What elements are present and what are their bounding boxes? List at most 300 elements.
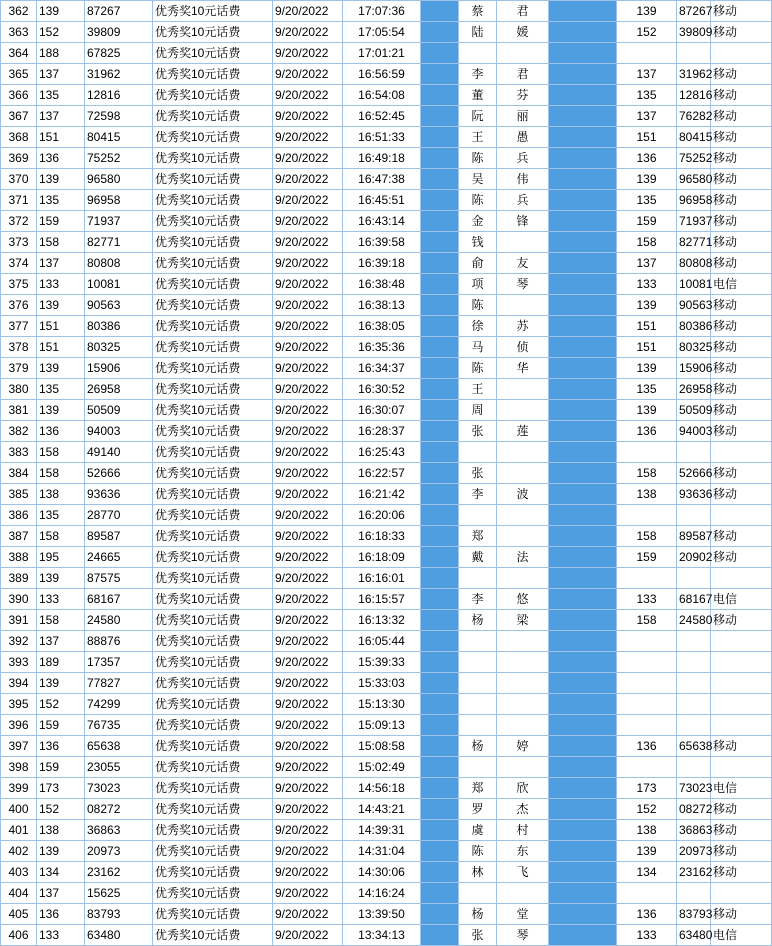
table-row[interactable]	[1, 631, 772, 652]
row-header-cell[interactable]: 384	[1, 463, 37, 484]
cell-time[interactable]: 17:07:36	[343, 1, 421, 22]
cell-givenname[interactable]	[497, 463, 549, 484]
cell-confirm-suffix[interactable]	[677, 652, 711, 673]
row-header-cell[interactable]: 391	[1, 610, 37, 631]
cell-prefix[interactable]: 139	[37, 400, 85, 421]
row-header-cell[interactable]: 363	[1, 22, 37, 43]
cell-date[interactable]: 9/20/2022	[273, 925, 343, 946]
cell-time[interactable]: 15:08:58	[343, 736, 421, 757]
cell-givenname[interactable]: 愚	[497, 127, 549, 148]
cell-prize[interactable]: 优秀奖10元话费	[153, 589, 273, 610]
cell-carrier[interactable]: 移动	[711, 190, 772, 211]
cell-time[interactable]: 17:01:21	[343, 43, 421, 64]
cell-date[interactable]: 9/20/2022	[273, 652, 343, 673]
cell-surname[interactable]: 郑	[459, 778, 497, 799]
cell-surname[interactable]: 李	[459, 484, 497, 505]
table-row[interactable]	[1, 904, 772, 925]
cell-confirm-suffix[interactable]: 73023	[677, 778, 711, 799]
cell-confirm-suffix[interactable]: 10081	[677, 274, 711, 295]
table-row[interactable]	[1, 883, 772, 904]
cell-highlight[interactable]	[421, 757, 459, 778]
table-row[interactable]	[1, 274, 772, 295]
row-header-cell[interactable]: 366	[1, 85, 37, 106]
table-row[interactable]	[1, 526, 772, 547]
cell-time[interactable]: 16:21:42	[343, 484, 421, 505]
row-header-cell[interactable]: 365	[1, 64, 37, 85]
cell-prize[interactable]: 优秀奖10元话费	[153, 127, 273, 148]
cell-time[interactable]: 16:52:45	[343, 106, 421, 127]
cell-confirm-suffix[interactable]: 80415	[677, 127, 711, 148]
cell-highlight[interactable]	[549, 22, 617, 43]
cell-confirm-suffix[interactable]	[677, 631, 711, 652]
cell-carrier[interactable]: 移动	[711, 169, 772, 190]
cell-confirm-prefix[interactable]	[617, 883, 677, 904]
cell-givenname[interactable]	[497, 43, 549, 64]
cell-confirm-suffix[interactable]: 82771	[677, 232, 711, 253]
row-header-cell[interactable]: 382	[1, 421, 37, 442]
cell-givenname[interactable]: 锋	[497, 211, 549, 232]
row-header-cell[interactable]: 393	[1, 652, 37, 673]
cell-suffix[interactable]: 12816	[85, 85, 153, 106]
cell-prefix[interactable]: 151	[37, 127, 85, 148]
cell-confirm-prefix[interactable]: 135	[617, 190, 677, 211]
cell-highlight[interactable]	[549, 484, 617, 505]
cell-givenname[interactable]: 东	[497, 841, 549, 862]
cell-date[interactable]: 9/20/2022	[273, 484, 343, 505]
cell-confirm-suffix[interactable]	[677, 883, 711, 904]
cell-suffix[interactable]: 52666	[85, 463, 153, 484]
cell-time[interactable]: 16:51:33	[343, 127, 421, 148]
cell-givenname[interactable]	[497, 631, 549, 652]
cell-carrier[interactable]	[711, 652, 772, 673]
cell-time[interactable]: 14:43:21	[343, 799, 421, 820]
cell-confirm-prefix[interactable]: 135	[617, 85, 677, 106]
row-header-cell[interactable]: 400	[1, 799, 37, 820]
cell-suffix[interactable]: 83793	[85, 904, 153, 925]
table-row[interactable]	[1, 127, 772, 148]
cell-carrier[interactable]	[711, 568, 772, 589]
cell-confirm-suffix[interactable]: 31962	[677, 64, 711, 85]
row-header-cell[interactable]: 388	[1, 547, 37, 568]
cell-time[interactable]: 15:13:30	[343, 694, 421, 715]
cell-confirm-suffix[interactable]	[677, 673, 711, 694]
cell-prefix[interactable]: 134	[37, 862, 85, 883]
cell-carrier[interactable]: 移动	[711, 463, 772, 484]
row-header-cell[interactable]: 373	[1, 232, 37, 253]
cell-prize[interactable]: 优秀奖10元话费	[153, 547, 273, 568]
cell-givenname[interactable]: 法	[497, 547, 549, 568]
cell-highlight[interactable]	[549, 799, 617, 820]
row-header-cell[interactable]: 371	[1, 190, 37, 211]
cell-prize[interactable]: 优秀奖10元话费	[153, 841, 273, 862]
cell-givenname[interactable]: 侦	[497, 337, 549, 358]
cell-time[interactable]: 17:05:54	[343, 22, 421, 43]
cell-time[interactable]: 13:34:13	[343, 925, 421, 946]
cell-prize[interactable]: 优秀奖10元话费	[153, 463, 273, 484]
row-header-cell[interactable]: 380	[1, 379, 37, 400]
cell-givenname[interactable]: 华	[497, 358, 549, 379]
cell-givenname[interactable]: 堂	[497, 904, 549, 925]
cell-time[interactable]: 16:16:01	[343, 568, 421, 589]
table-row[interactable]	[1, 232, 772, 253]
cell-highlight[interactable]	[421, 694, 459, 715]
cell-prefix[interactable]: 135	[37, 85, 85, 106]
cell-time[interactable]: 16:30:07	[343, 400, 421, 421]
cell-highlight[interactable]	[549, 400, 617, 421]
row-header-cell[interactable]: 395	[1, 694, 37, 715]
cell-highlight[interactable]	[421, 715, 459, 736]
cell-carrier[interactable]: 移动	[711, 358, 772, 379]
cell-prize[interactable]: 优秀奖10元话费	[153, 610, 273, 631]
cell-prize[interactable]: 优秀奖10元话费	[153, 358, 273, 379]
cell-prefix[interactable]: 151	[37, 337, 85, 358]
cell-surname[interactable]	[459, 568, 497, 589]
cell-confirm-suffix[interactable]: 96580	[677, 169, 711, 190]
cell-highlight[interactable]	[421, 484, 459, 505]
cell-carrier[interactable]: 移动	[711, 295, 772, 316]
cell-prize[interactable]: 优秀奖10元话费	[153, 85, 273, 106]
row-header-cell[interactable]: 377	[1, 316, 37, 337]
cell-highlight[interactable]	[549, 526, 617, 547]
cell-prize[interactable]: 优秀奖10元话费	[153, 862, 273, 883]
cell-carrier[interactable]: 移动	[711, 841, 772, 862]
cell-highlight[interactable]	[549, 106, 617, 127]
cell-surname[interactable]: 阮	[459, 106, 497, 127]
cell-confirm-suffix[interactable]: 93636	[677, 484, 711, 505]
cell-highlight[interactable]	[421, 673, 459, 694]
cell-date[interactable]: 9/20/2022	[273, 379, 343, 400]
cell-confirm-prefix[interactable]: 133	[617, 589, 677, 610]
cell-date[interactable]: 9/20/2022	[273, 820, 343, 841]
cell-surname[interactable]: 钱	[459, 232, 497, 253]
cell-suffix[interactable]: 96958	[85, 190, 153, 211]
cell-prefix[interactable]: 159	[37, 715, 85, 736]
cell-carrier[interactable]: 移动	[711, 316, 772, 337]
table-row[interactable]	[1, 694, 772, 715]
cell-prize[interactable]: 优秀奖10元话费	[153, 925, 273, 946]
cell-highlight[interactable]	[421, 421, 459, 442]
cell-confirm-suffix[interactable]: 80808	[677, 253, 711, 274]
table-row[interactable]	[1, 43, 772, 64]
cell-date[interactable]: 9/20/2022	[273, 715, 343, 736]
cell-highlight[interactable]	[421, 463, 459, 484]
cell-surname[interactable]	[459, 505, 497, 526]
cell-surname[interactable]: 董	[459, 85, 497, 106]
cell-carrier[interactable]: 移动	[711, 22, 772, 43]
table-row[interactable]	[1, 190, 772, 211]
row-header-cell[interactable]: 375	[1, 274, 37, 295]
cell-givenname[interactable]: 飞	[497, 862, 549, 883]
cell-time[interactable]: 15:33:03	[343, 673, 421, 694]
cell-suffix[interactable]: 24580	[85, 610, 153, 631]
cell-prize[interactable]: 优秀奖10元话费	[153, 694, 273, 715]
cell-highlight[interactable]	[549, 610, 617, 631]
cell-highlight[interactable]	[549, 589, 617, 610]
cell-highlight[interactable]	[549, 715, 617, 736]
cell-givenname[interactable]: 梁	[497, 610, 549, 631]
cell-confirm-suffix[interactable]	[677, 505, 711, 526]
table-row[interactable]	[1, 379, 772, 400]
cell-suffix[interactable]: 94003	[85, 421, 153, 442]
table-row[interactable]	[1, 736, 772, 757]
cell-time[interactable]: 16:45:51	[343, 190, 421, 211]
cell-carrier[interactable]: 电信	[711, 589, 772, 610]
cell-surname[interactable]: 陆	[459, 22, 497, 43]
cell-prefix[interactable]: 138	[37, 820, 85, 841]
row-header-cell[interactable]: 397	[1, 736, 37, 757]
cell-prefix[interactable]: 136	[37, 904, 85, 925]
cell-date[interactable]: 9/20/2022	[273, 1, 343, 22]
cell-confirm-prefix[interactable]: 133	[617, 274, 677, 295]
cell-surname[interactable]: 李	[459, 589, 497, 610]
cell-carrier[interactable]: 移动	[711, 421, 772, 442]
cell-highlight[interactable]	[421, 211, 459, 232]
cell-time[interactable]: 16:25:43	[343, 442, 421, 463]
table-row[interactable]	[1, 547, 772, 568]
cell-givenname[interactable]: 兵	[497, 148, 549, 169]
row-header-cell[interactable]: 406	[1, 925, 37, 946]
cell-prize[interactable]: 优秀奖10元话费	[153, 274, 273, 295]
cell-givenname[interactable]: 婷	[497, 736, 549, 757]
table-row[interactable]	[1, 757, 772, 778]
cell-givenname[interactable]	[497, 694, 549, 715]
cell-confirm-suffix[interactable]: 94003	[677, 421, 711, 442]
cell-time[interactable]: 16:05:44	[343, 631, 421, 652]
cell-highlight[interactable]	[421, 820, 459, 841]
cell-prefix[interactable]: 139	[37, 1, 85, 22]
cell-givenname[interactable]	[497, 757, 549, 778]
cell-time[interactable]: 16:39:58	[343, 232, 421, 253]
cell-givenname[interactable]	[497, 232, 549, 253]
cell-prize[interactable]: 优秀奖10元话费	[153, 736, 273, 757]
cell-confirm-prefix[interactable]: 152	[617, 799, 677, 820]
cell-confirm-prefix[interactable]: 139	[617, 169, 677, 190]
cell-prefix[interactable]: 152	[37, 799, 85, 820]
cell-surname[interactable]: 蔡	[459, 1, 497, 22]
row-header-cell[interactable]: 369	[1, 148, 37, 169]
cell-date[interactable]: 9/20/2022	[273, 232, 343, 253]
cell-prefix[interactable]: 133	[37, 274, 85, 295]
cell-confirm-prefix[interactable]	[617, 505, 677, 526]
cell-time[interactable]: 15:02:49	[343, 757, 421, 778]
cell-surname[interactable]: 王	[459, 379, 497, 400]
table-row[interactable]	[1, 862, 772, 883]
cell-highlight[interactable]	[549, 673, 617, 694]
cell-date[interactable]: 9/20/2022	[273, 568, 343, 589]
cell-highlight[interactable]	[421, 526, 459, 547]
cell-time[interactable]: 14:16:24	[343, 883, 421, 904]
cell-highlight[interactable]	[421, 295, 459, 316]
cell-prefix[interactable]: 137	[37, 106, 85, 127]
cell-prize[interactable]: 优秀奖10元话费	[153, 337, 273, 358]
cell-highlight[interactable]	[421, 337, 459, 358]
cell-highlight[interactable]	[421, 862, 459, 883]
cell-surname[interactable]: 张	[459, 421, 497, 442]
cell-highlight[interactable]	[549, 190, 617, 211]
cell-confirm-prefix[interactable]: 134	[617, 862, 677, 883]
table-row[interactable]	[1, 148, 772, 169]
cell-highlight[interactable]	[421, 883, 459, 904]
cell-date[interactable]: 9/20/2022	[273, 64, 343, 85]
cell-date[interactable]: 9/20/2022	[273, 337, 343, 358]
cell-confirm-prefix[interactable]: 158	[617, 463, 677, 484]
cell-time[interactable]: 16:34:37	[343, 358, 421, 379]
cell-surname[interactable]: 陈	[459, 841, 497, 862]
cell-confirm-prefix[interactable]: 151	[617, 337, 677, 358]
cell-highlight[interactable]	[549, 421, 617, 442]
cell-confirm-prefix[interactable]: 151	[617, 316, 677, 337]
cell-highlight[interactable]	[549, 358, 617, 379]
cell-prize[interactable]: 优秀奖10元话费	[153, 1, 273, 22]
cell-confirm-prefix[interactable]: 137	[617, 64, 677, 85]
cell-confirm-suffix[interactable]	[677, 442, 711, 463]
cell-prefix[interactable]: 173	[37, 778, 85, 799]
cell-date[interactable]: 9/20/2022	[273, 799, 343, 820]
row-header-cell[interactable]: 404	[1, 883, 37, 904]
cell-carrier[interactable]	[711, 43, 772, 64]
cell-confirm-prefix[interactable]: 136	[617, 904, 677, 925]
cell-highlight[interactable]	[549, 736, 617, 757]
cell-confirm-prefix[interactable]: 151	[617, 127, 677, 148]
cell-confirm-suffix[interactable]: 36863	[677, 820, 711, 841]
cell-carrier[interactable]: 移动	[711, 526, 772, 547]
cell-suffix[interactable]: 50509	[85, 400, 153, 421]
table-row[interactable]	[1, 421, 772, 442]
cell-givenname[interactable]	[497, 526, 549, 547]
cell-highlight[interactable]	[549, 169, 617, 190]
cell-highlight[interactable]	[549, 862, 617, 883]
cell-surname[interactable]: 陈	[459, 190, 497, 211]
cell-prefix[interactable]: 159	[37, 757, 85, 778]
row-header-cell[interactable]: 403	[1, 862, 37, 883]
cell-highlight[interactable]	[549, 505, 617, 526]
cell-givenname[interactable]	[497, 505, 549, 526]
cell-carrier[interactable]: 移动	[711, 148, 772, 169]
cell-givenname[interactable]	[497, 715, 549, 736]
cell-suffix[interactable]: 77827	[85, 673, 153, 694]
row-header-cell[interactable]: 376	[1, 295, 37, 316]
cell-confirm-suffix[interactable]: 15906	[677, 358, 711, 379]
cell-confirm-prefix[interactable]	[617, 43, 677, 64]
cell-surname[interactable]: 周	[459, 400, 497, 421]
cell-givenname[interactable]: 琴	[497, 925, 549, 946]
cell-highlight[interactable]	[549, 463, 617, 484]
cell-suffix[interactable]: 74299	[85, 694, 153, 715]
row-header-cell[interactable]: 390	[1, 589, 37, 610]
cell-confirm-suffix[interactable]: 39809	[677, 22, 711, 43]
row-header-cell[interactable]: 381	[1, 400, 37, 421]
cell-time[interactable]: 14:31:04	[343, 841, 421, 862]
cell-confirm-prefix[interactable]: 139	[617, 841, 677, 862]
cell-givenname[interactable]: 芬	[497, 85, 549, 106]
cell-givenname[interactable]: 君	[497, 1, 549, 22]
cell-date[interactable]: 9/20/2022	[273, 841, 343, 862]
cell-carrier[interactable]	[711, 505, 772, 526]
cell-prefix[interactable]: 139	[37, 841, 85, 862]
cell-prefix[interactable]: 152	[37, 22, 85, 43]
cell-confirm-prefix[interactable]	[617, 715, 677, 736]
cell-suffix[interactable]: 10081	[85, 274, 153, 295]
cell-carrier[interactable]: 移动	[711, 547, 772, 568]
table-row[interactable]	[1, 169, 772, 190]
cell-givenname[interactable]: 悠	[497, 589, 549, 610]
cell-surname[interactable]: 俞	[459, 253, 497, 274]
cell-prize[interactable]: 优秀奖10元话费	[153, 505, 273, 526]
cell-confirm-prefix[interactable]	[617, 673, 677, 694]
table-row[interactable]	[1, 64, 772, 85]
cell-confirm-suffix[interactable]: 52666	[677, 463, 711, 484]
row-header-cell[interactable]: 396	[1, 715, 37, 736]
cell-confirm-prefix[interactable]	[617, 694, 677, 715]
cell-surname[interactable]	[459, 631, 497, 652]
cell-highlight[interactable]	[549, 148, 617, 169]
cell-time[interactable]: 16:18:09	[343, 547, 421, 568]
cell-highlight[interactable]	[549, 442, 617, 463]
cell-time[interactable]: 16:38:13	[343, 295, 421, 316]
cell-date[interactable]: 9/20/2022	[273, 610, 343, 631]
cell-givenname[interactable]: 伟	[497, 169, 549, 190]
cell-date[interactable]: 9/20/2022	[273, 190, 343, 211]
cell-givenname[interactable]	[497, 652, 549, 673]
row-header-cell[interactable]: 374	[1, 253, 37, 274]
table-row[interactable]	[1, 106, 772, 127]
cell-confirm-prefix[interactable]	[617, 757, 677, 778]
cell-carrier[interactable]: 移动	[711, 904, 772, 925]
cell-time[interactable]: 16:20:06	[343, 505, 421, 526]
cell-carrier[interactable]: 移动	[711, 862, 772, 883]
cell-confirm-prefix[interactable]: 139	[617, 358, 677, 379]
cell-carrier[interactable]: 移动	[711, 64, 772, 85]
cell-prefix[interactable]: 189	[37, 652, 85, 673]
cell-carrier[interactable]: 移动	[711, 379, 772, 400]
row-header-cell[interactable]: 383	[1, 442, 37, 463]
cell-prefix[interactable]: 151	[37, 316, 85, 337]
cell-confirm-suffix[interactable]: 63480	[677, 925, 711, 946]
cell-suffix[interactable]: 68167	[85, 589, 153, 610]
cell-givenname[interactable]	[497, 400, 549, 421]
cell-date[interactable]: 9/20/2022	[273, 862, 343, 883]
cell-confirm-suffix[interactable]: 65638	[677, 736, 711, 757]
cell-confirm-suffix[interactable]: 71937	[677, 211, 711, 232]
cell-highlight[interactable]	[549, 211, 617, 232]
cell-prefix[interactable]: 133	[37, 925, 85, 946]
cell-date[interactable]: 9/20/2022	[273, 358, 343, 379]
cell-prefix[interactable]: 137	[37, 64, 85, 85]
cell-surname[interactable]	[459, 715, 497, 736]
cell-suffix[interactable]: 20973	[85, 841, 153, 862]
cell-date[interactable]: 9/20/2022	[273, 673, 343, 694]
cell-highlight[interactable]	[421, 169, 459, 190]
cell-surname[interactable]	[459, 442, 497, 463]
cell-surname[interactable]	[459, 757, 497, 778]
cell-surname[interactable]	[459, 43, 497, 64]
cell-highlight[interactable]	[421, 652, 459, 673]
cell-surname[interactable]: 吴	[459, 169, 497, 190]
cell-highlight[interactable]	[549, 253, 617, 274]
cell-prize[interactable]: 优秀奖10元话费	[153, 442, 273, 463]
cell-prefix[interactable]: 135	[37, 190, 85, 211]
cell-prize[interactable]: 优秀奖10元话费	[153, 295, 273, 316]
row-header-cell[interactable]: 402	[1, 841, 37, 862]
row-header-cell[interactable]: 398	[1, 757, 37, 778]
cell-suffix[interactable]: 31962	[85, 64, 153, 85]
cell-highlight[interactable]	[549, 316, 617, 337]
cell-carrier[interactable]: 移动	[711, 610, 772, 631]
cell-suffix[interactable]: 71937	[85, 211, 153, 232]
cell-highlight[interactable]	[549, 337, 617, 358]
cell-highlight[interactable]	[421, 610, 459, 631]
cell-date[interactable]: 9/20/2022	[273, 316, 343, 337]
